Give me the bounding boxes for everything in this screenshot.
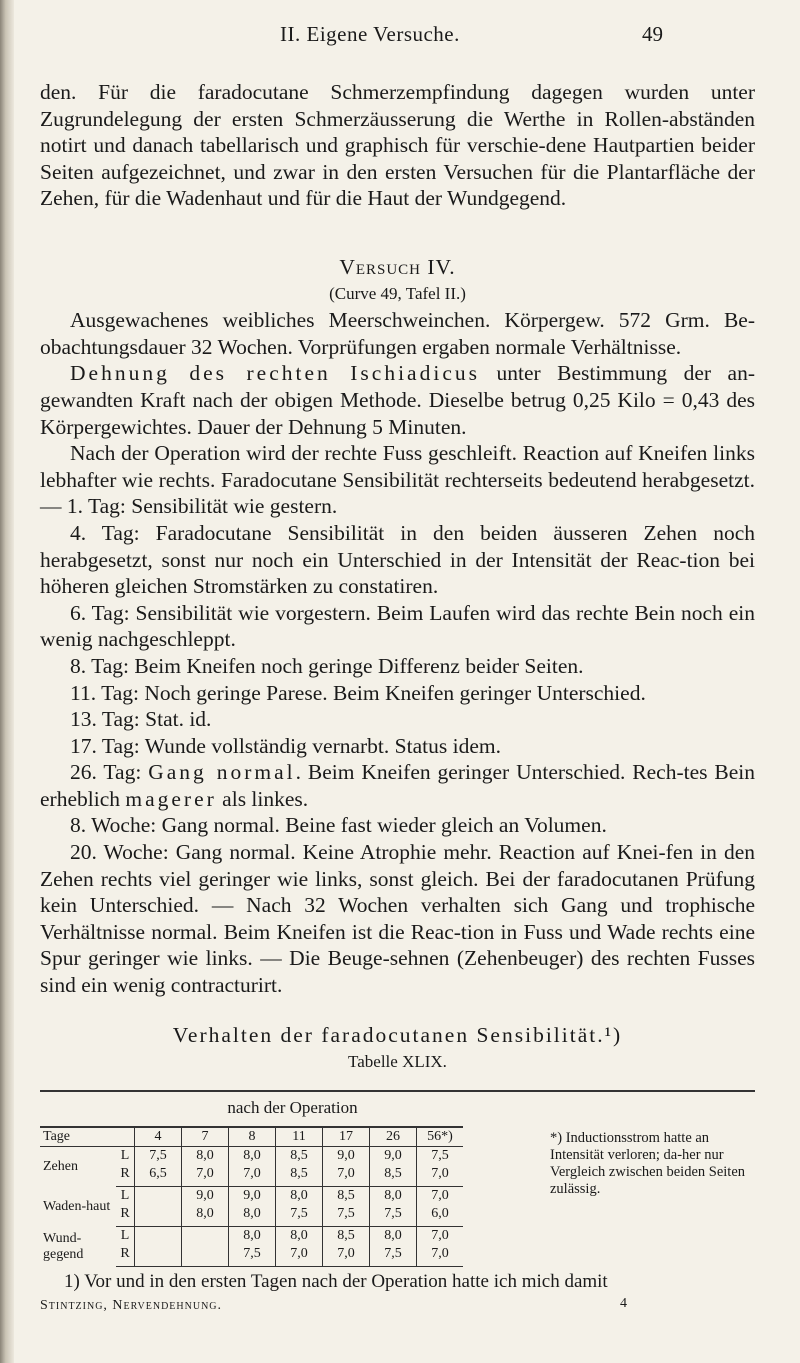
experiment-para-7: 11. Tag: Noch geringe Parese. Beim Kneifen geringer Unterschied. [70, 680, 646, 705]
table-area [40, 1090, 755, 1267]
table-heading: Verhalten der faradocutanen Sensibilität.¹) [172, 1023, 623, 1047]
intro-block [40, 79, 755, 212]
day-header: 4 [135, 1127, 182, 1147]
emphasis-stretch: Dehnung des rechten Ischiadicus [70, 361, 480, 386]
experiment-para-12: 20. Woche: Gang normal. Keine Atrophie mehr. Reaction auf Knei-fen in den Zehen rechts viel geringer wie links, sonst gleich. Bei der faradocutanen Prüfung kein Unterschied. — Nach 32 Wochen verhalten sich Gang und trophische Verhältnisse normal. Beim Kneifen ist die Reac-tion in Fuss und Wade rechts eine Spur geringer wie links. — Die Beuge-sehnen (Zehenbeuger) des rechten Fusses sind ein wenig contracturirt. [40, 840, 755, 998]
footnote-block [40, 1271, 755, 1311]
row-label-toes: Zehen [43, 1158, 78, 1174]
day-header: 17 [323, 1127, 370, 1147]
side-left: L [120, 1148, 130, 1163]
experiment-para-4: 4. Tag: Faradocutane Sensibilität in den beiden äusseren Zehen noch herabgesetzt, sonst nur noch ein Unterschied in der Intensität der Reac-tion bei höheren gleichen Stromstärken zu constatiren. [40, 520, 755, 599]
table-row: R 6,5 7,0 7,0 8,5 7,0 8,5 7,0 [40, 1165, 463, 1187]
experiment-para-11: 8. Woche: Gang normal. Beine fast wieder gleich an Volumen. [70, 813, 607, 838]
table-row: R 7,5 7,0 7,0 7,5 7,0 [40, 1245, 463, 1267]
day-header: 11 [276, 1127, 323, 1147]
table-row: Wund-gegend L 8,0 8,0 8,5 8,0 7,0 [40, 1227, 463, 1246]
table-header-row [40, 1127, 463, 1147]
experiment-subtitle: (Curve 49, Tafel II.) [329, 283, 466, 303]
emphasis-leaner: magerer [125, 786, 217, 811]
experiment-para-8: 13. Tag: Stat. id. [70, 707, 212, 732]
table-row: Waden-haut L 9,0 9,0 8,0 8,5 8,0 7,0 [40, 1187, 463, 1206]
row-label-calf: Waden-haut [43, 1198, 111, 1214]
page-binding-edge [0, 0, 14, 1363]
table-row: R 8,0 8,0 7,5 7,5 7,5 6,0 [40, 1205, 463, 1227]
day-header: 26 [370, 1127, 417, 1147]
day-header: 7 [182, 1127, 229, 1147]
emphasis-gait: Gang normal [148, 760, 296, 785]
table-row: Zehen L 7,5 8,0 8,0 8,5 9,0 9,0 7,5 [40, 1147, 463, 1166]
experiment-para-9: 17. Tag: Wunde vollständig vernarbt. Status idem. [70, 733, 501, 758]
table-note: *) Inductionsstrom hatte an Intensität verloren; da-her nur Vergleich zwischen beiden Seiten zulässig. [550, 1130, 746, 1197]
intro-paragraph: den. Für die faradocutane Schmerzempfindung dagegen wurden unter Zugrundelegung der ersten Schmerzäusserung die Werthe in Rollen-abständen notirt und danach tabellarisch und graphisch für verschie-dene Hautpartien beider Seiten aufgezeichnet, und zwar in den ersten Versuchen für die Plantarfläche der Zehen, für die Wadenhaut und für die Haut der Wundgegend. [40, 80, 755, 211]
row-label-wound: Wund-gegend [43, 1230, 84, 1262]
running-title: II. Eigene Versuche. [280, 22, 460, 46]
table-label: Tabelle XLIX. [348, 1051, 447, 1071]
side-right: R [116, 1165, 135, 1187]
table-caption: nach der Operation [227, 1098, 358, 1117]
page-number: 49 [642, 22, 663, 46]
sheet-number: 4 [620, 1296, 627, 1311]
experiment-para-2: Dehnung des rechten Ischiadicus unter Bestimmung der an-gewandten Kraft nach der obigen Methode. Dieselbe betrug 0,25 Kilo = 0,43 des Körpergewichtes. Dauer der Dehnung 5 Minuten. [40, 361, 755, 439]
experiment-para-5: 6. Tag: Sensibilität wie vorgestern. Beim Laufen wird das rechte Bein noch ein wenig nachgeschleppt. [40, 600, 755, 652]
running-header [0, 22, 800, 54]
sensibility-table [40, 1126, 463, 1267]
day-header: 56*) [417, 1127, 464, 1147]
days-header: Tage [40, 1127, 135, 1147]
table-heading-block [40, 1022, 755, 1075]
experiment-para-1: Ausgewachenes weibliches Meerschweinchen. Körpergew. 572 Grm. Be-obachtungsdauer 32 Wochen. Vorprüfungen ergaben normale Verhältnisse. [40, 308, 755, 359]
experiment-block [40, 254, 755, 999]
experiment-para-6: 8. Tag: Beim Kneifen noch geringe Differenz beider Seiten. [70, 653, 584, 678]
experiment-title: Versuch IV. [339, 255, 456, 279]
footnote-text: 1) Vor und in den ersten Tagen nach der Operation hatte ich mich damit [64, 1271, 608, 1292]
experiment-para-3: Nach der Operation wird der rechte Fuss geschleift. Reaction auf Kneifen links lebhafter wie rechts. Faradocutane Sensibilität rechterseits bedeutend herabgesetzt. — 1. Tag: Sensibilität wie gestern. [40, 441, 755, 519]
experiment-para-10: 26. Tag: Gang normal. Beim Kneifen geringer Unterschied. Rech-tes Bein erheblich magerer als linkes. [40, 760, 756, 811]
signature-line: Stintzing, Nervendehnung. [40, 1298, 223, 1313]
day-header: 8 [229, 1127, 276, 1147]
